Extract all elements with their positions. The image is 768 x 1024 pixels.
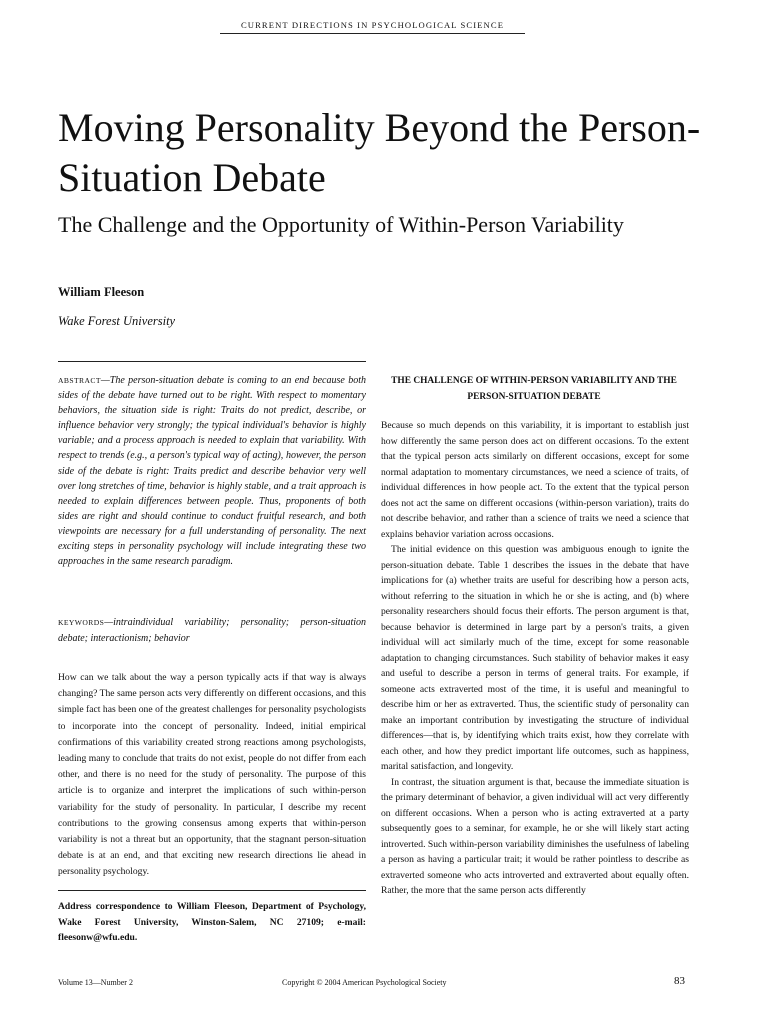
body-paragraph: In contrast, the situation argument is that, because the immediate situation is the primary determinant of behavior, a given individual will act very differently on different occasions. When a person who is acting extraverted at a party subsequently goes to a seminar, for example, he or she will likely start acting introverted. Such within-person variability diminishes the usefulness of labeling a person as having a particular trait; it would be rather pointless to describe as extraverted someone who acts introverted and extraverted about equally often. Rather, the more that the same person acts differently <box>381 776 689 896</box>
section-heading: THE CHALLENGE OF WITHIN-PERSON VARIABILITY AND THE PERSON-SITUATION DEBATE <box>391 376 677 402</box>
intro-section <box>58 670 366 881</box>
article-title: Moving Personality Beyond the Person-Situation Debate <box>58 105 701 200</box>
footer-copyright: Copyright © 2004 American Psychological Society <box>282 978 447 987</box>
abstract-text: —The person-situation debate is coming to an end because both sides of the debate have turned out to be right. With respect to momentary behaviors, the situation side is right: Traits do not predict, describe, or influence behavior very strongly; the typical individual's behavior is highly variable; and a process approach is needed to explain that variability. With respect to trends (e.g., a person's typical way of acting), however, the person side of the debate is right: Traits predict and describe behavior very well over long stretches of time, behavior is highly stable, and a trait approach is needed to explain differences between people. Thus, proponents of both sides are right and should continue to conduct fruitful research, and both viewpoints are necessary for a full understanding of personality. The next exciting steps in personality psychology will include integrating these two approaches in the same research paradigm. <box>58 375 366 568</box>
abstract-rule <box>58 361 366 362</box>
keywords-label: KEYWORDS <box>58 618 105 627</box>
article-subtitle: The Challenge and the Opportunity of Within-Person Variability <box>58 212 624 237</box>
keywords <box>58 615 366 646</box>
right-column-body <box>381 418 689 899</box>
body-paragraph: The initial evidence on this question was ambiguous enough to ignite the person-situation debate. Table 1 describes the issues in the debate that have implications for (a) whether traits are useful for describing how a person acts, without referring to the situation in which he or she is acting, and (b) where personality researchers should focus their efforts. The person argument is that, because behavior is determined in large part by a person's traits, a given individual will act similarly much of the time, except for some reasonable adaptation to changing circumstances. Such stability of behavior makes it easy and useful to describe a person in terms of general traits. For example, if someone acts extraverted most of the time, it is useful and meaningful to describe him or her as extraverted. Thus, the scientific study of personality can make an important contribution by investigating the structure of individual differences—that is, by identifying which traits exist, how they correlate with each other, and how they predict important life outcomes, such as happiness, marital satisfaction, and longevity. <box>381 544 689 772</box>
abstract <box>58 373 366 569</box>
header-rule <box>220 33 525 34</box>
keywords-text: —intraindividual variability; personality; person-situation debate; interactionism; behavior <box>58 617 366 644</box>
intro-paragraph: How can we talk about the way a person typically acts if that way is always changing? The same person acts very differently on different occasions, and this simple fact has been one of the greatest challenges for personality psychologists to incorporate into the concept of personality. Indeed, initial empirical confirmations of this variability created strong reactions among psychologists, leading many to conclude that traits do not exist, people do not differ from each other, and there is no need for the study of personality. The purpose of this article is to organize and interpret the implications of such within-person variability for the study of personality. In particular, I describe my recent contributions to the growing consensus among experts that within-person variability is not a threat but an opportunity, that the stagnant person-situation debate is at an end, and that exciting new research directions lie ahead in personality psychology. <box>58 672 366 878</box>
body-paragraph: Because so much depends on this variability, it is important to establish just how differently the same person does act on different occasions. To the extent that the typical person acts similarly on different occasions, except for some normal adaptation to momentary circumstances, we need a science of traits, of individual differences in how people act. To the extent that the typical person does not act the same on different occasions (within-person variation), traits do not describe behavior, and rather than a science of traits we need a science that explains behavior variation across occasions. <box>381 420 689 540</box>
correspondence-address: Address correspondence to William Fleeson, Department of Psychology, Wake Forest University, Winston-Salem, NC 27109; e-mail: fleesonw@wfu.edu. <box>58 901 366 943</box>
address-rule <box>58 890 366 891</box>
footer-volume: Volume 13—Number 2 <box>58 978 133 987</box>
author-affiliation: Wake Forest University <box>58 314 176 328</box>
abstract-label: ABSTRACT <box>58 376 101 385</box>
page-number: 83 <box>674 975 685 987</box>
author-name: William Fleeson <box>58 285 145 299</box>
running-head: CURRENT DIRECTIONS IN PSYCHOLOGICAL SCIENCE <box>240 20 505 30</box>
